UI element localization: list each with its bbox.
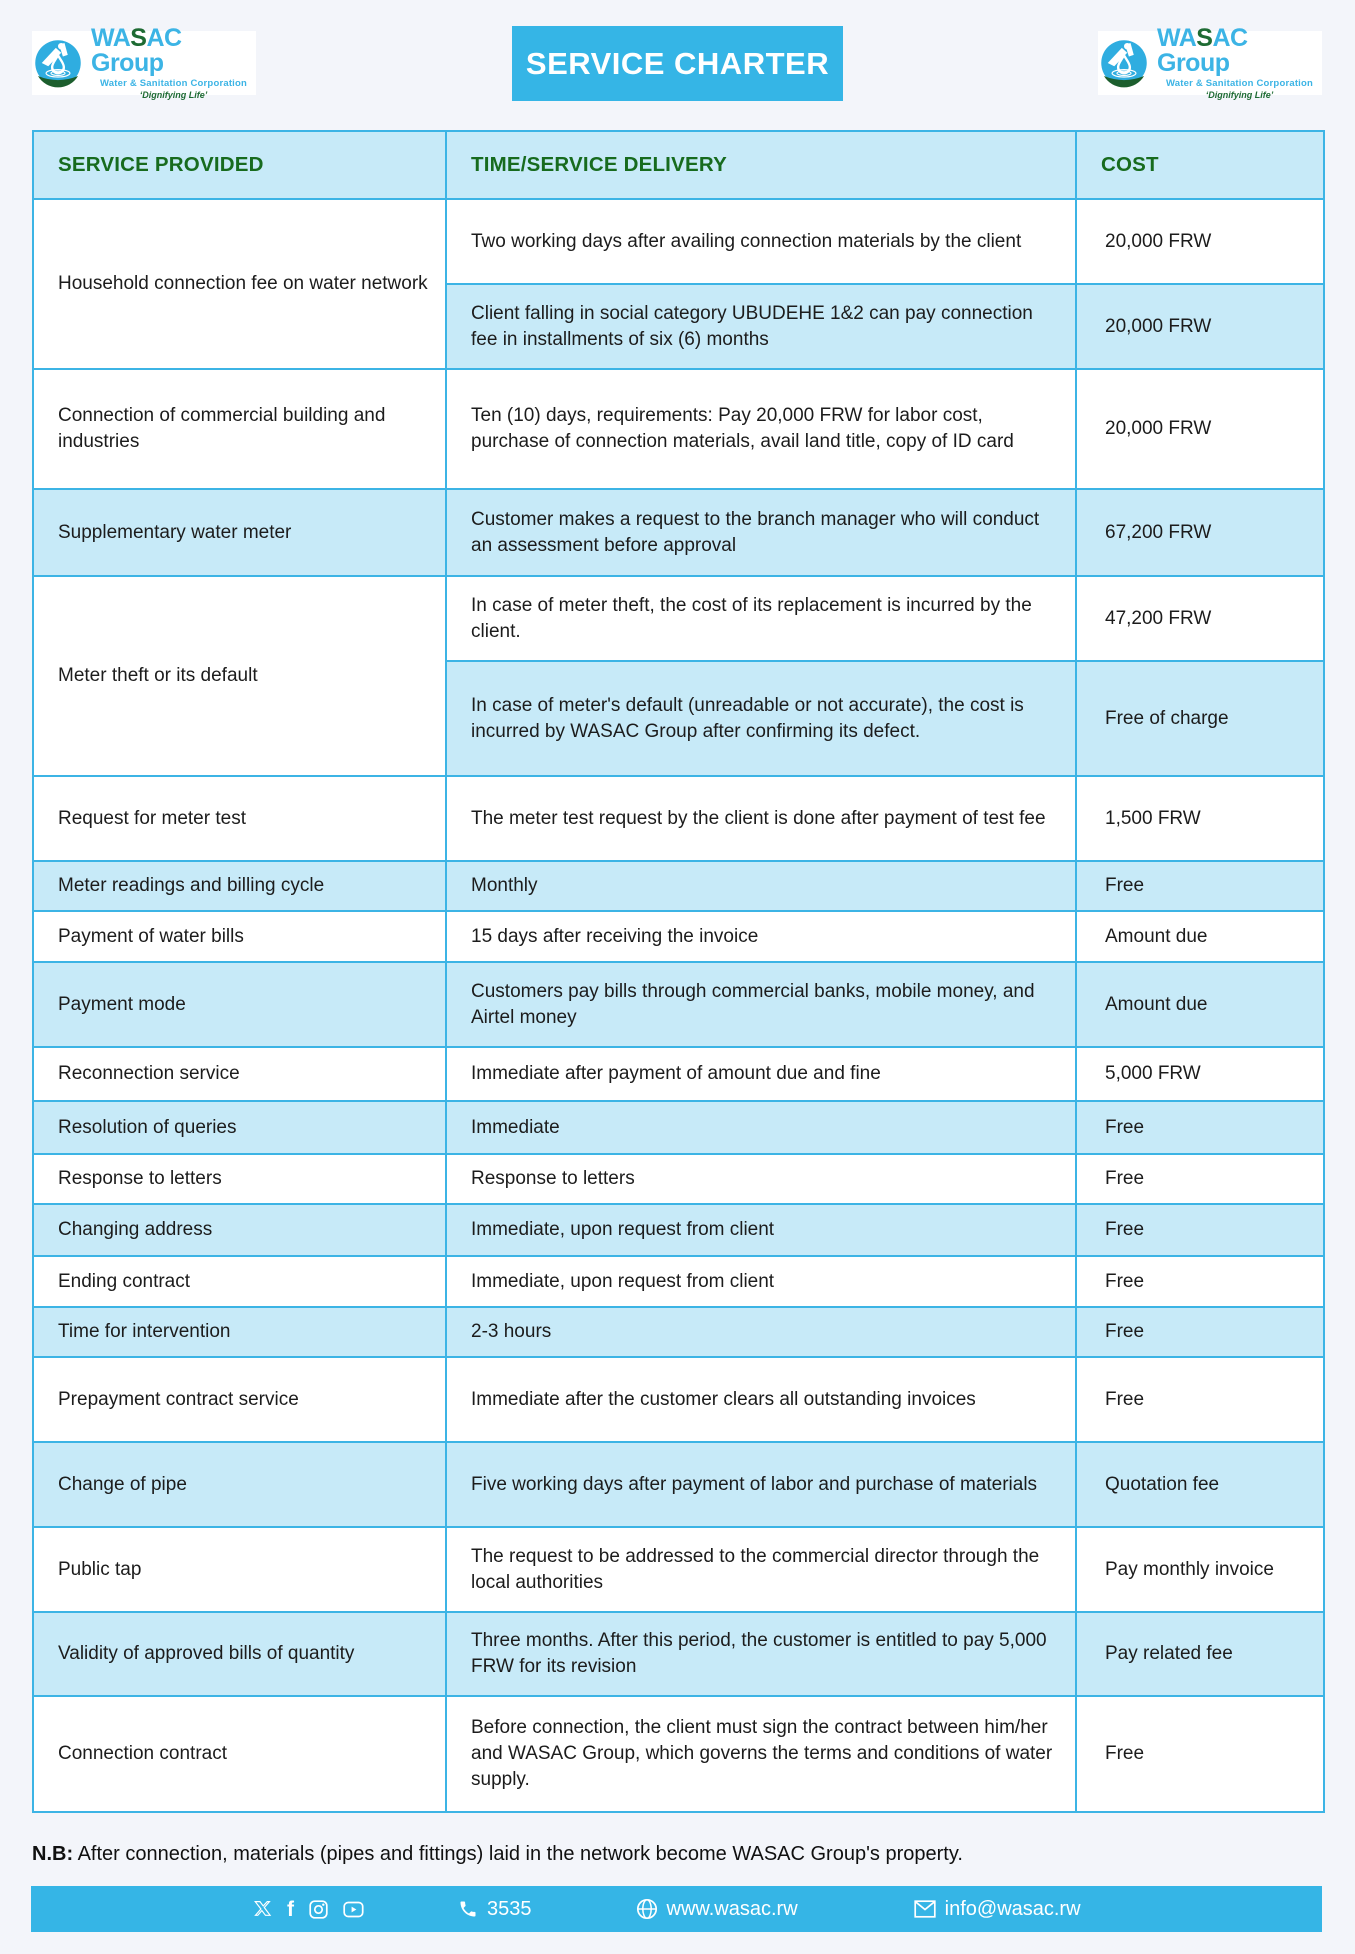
table-cell-cost: Free [1076,1256,1324,1307]
table-cell-service: Household connection fee on water network [33,199,446,369]
table-cell-cost: 20,000 FRW [1076,369,1324,489]
table-cell-cost: Free [1076,1204,1324,1256]
table-cell-delivery: Five working days after payment of labor and purchase of materials [446,1442,1076,1527]
table-cell-delivery: Immediate after payment of amount due and fine [446,1047,1076,1101]
table-cell-delivery: Immediate, upon request from client [446,1204,1076,1256]
table-cell-cost: Free [1076,861,1324,911]
nb-note [32,1843,1355,1866]
table-cell-service: Request for meter test [33,776,446,861]
table-row [33,1442,1324,1527]
table-cell-cost: Free [1076,1307,1324,1357]
table-row [33,1204,1324,1256]
table-row [33,1101,1324,1154]
globe-icon [636,1898,658,1920]
table-header-row [33,131,1324,199]
table-cell-delivery: Immediate, upon request from client [446,1256,1076,1307]
title-banner [512,26,843,101]
table-row [33,962,1324,1047]
table-cell-delivery: Immediate [446,1101,1076,1154]
table-cell-cost: 67,200 FRW [1076,489,1324,576]
table-row [33,1612,1324,1696]
table-row [33,369,1324,489]
phone-number: 3535 [487,1897,532,1920]
table-cell-cost: Free [1076,1357,1324,1442]
wasac-logo-icon [1098,37,1150,89]
table-row [33,1154,1324,1204]
logo-subtitle: Water & Sanitation Corporation [1165,77,1314,89]
nb-text: After connection, materials (pipes and fittings) laid in the network become WASAC Group's property. [73,1843,963,1865]
table-cell-cost: Quotation fee [1076,1442,1324,1527]
table-cell-delivery: The request to be addressed to the commercial director through the local authorities [446,1527,1076,1612]
table-row [33,1696,1324,1812]
social-icons [253,1899,364,1920]
table-cell-delivery: In case of meter theft, the cost of its replacement is incurred by the client. [446,576,1076,661]
table-row [33,1047,1324,1101]
column-header-delivery: TIME/SERVICE DELIVERY [446,131,1076,199]
table-cell-cost: Free [1076,1154,1324,1204]
table-cell-delivery: 2-3 hours [446,1307,1076,1357]
table-row [33,576,1324,661]
page-title: SERVICE CHARTER [525,45,830,81]
logo-subtitle: Water & Sanitation Corporation [99,77,248,89]
table-cell-delivery: 15 days after receiving the invoice [446,911,1076,962]
table-cell-service: Supplementary water meter [33,489,446,576]
table-cell-delivery: Immediate after the customer clears all outstanding invoices [446,1357,1076,1442]
table-cell-cost: Pay related fee [1076,1612,1324,1696]
website-link[interactable] [636,1898,798,1921]
phone-icon [458,1899,478,1919]
table-cell-delivery: Customer makes a request to the branch manager who will conduct an assessment before approval [446,489,1076,576]
table-cell-service: Connection contract [33,1696,446,1812]
wasac-logo [32,23,256,101]
table-cell-delivery: The meter test request by the client is done after payment of test fee [446,776,1076,861]
table-row [33,861,1324,911]
youtube-icon[interactable] [343,1900,364,1919]
table-cell-delivery: Monthly [446,861,1076,911]
envelope-icon [914,1900,936,1918]
table-cell-delivery: Ten (10) days, requirements: Pay 20,000 FRW for labor cost, purchase of connection materials, avail land title, copy of ID card [446,369,1076,489]
table-cell-service: Payment mode [33,962,446,1047]
wasac-logo-icon [32,37,84,89]
table-cell-delivery: Customers pay bills through commercial banks, mobile money, and Airtel money [446,962,1076,1047]
table-row [33,911,1324,962]
table-cell-cost: Free [1076,1696,1324,1812]
logo-tagline: ‘Dignifying Life’ [139,90,208,101]
instagram-icon[interactable] [309,1900,328,1919]
table-cell-delivery: Two working days after availing connection materials by the client [446,199,1076,284]
table-cell-cost: Amount due [1076,911,1324,962]
table-cell-cost: Pay monthly invoice [1076,1527,1324,1612]
table-cell-cost: 1,500 FRW [1076,776,1324,861]
table-row [33,489,1324,576]
table-row [33,1307,1324,1357]
facebook-icon[interactable]: f [287,1897,294,1921]
table-cell-service: Response to letters [33,1154,446,1204]
logo-name: WASAC Group [91,23,182,77]
table-cell-cost: Amount due [1076,962,1324,1047]
service-charter-table [32,130,1325,1813]
table-cell-service: Prepayment contract service [33,1357,446,1442]
table-cell-service: Change of pipe [33,1442,446,1527]
website-url: www.wasac.rw [666,1897,798,1920]
table-cell-service: Ending contract [33,1256,446,1307]
nb-label: N.B: [32,1843,74,1865]
table-cell-service: Validity of approved bills of quantity [33,1612,446,1696]
table-cell-cost: 5,000 FRW [1076,1047,1324,1101]
table-cell-cost: 20,000 FRW [1076,199,1324,284]
column-header-cost: COST [1076,131,1324,199]
table-cell-cost: Free [1076,1101,1324,1154]
table-row [33,1357,1324,1442]
table-row [33,1527,1324,1612]
footer-bar [31,1886,1322,1932]
table-cell-delivery: Before connection, the client must sign the contract between him/her and WASAC Group, which governs the terms and conditions of water supply. [446,1696,1076,1812]
table-cell-service: Resolution of queries [33,1101,446,1154]
table-cell-service: Time for intervention [33,1307,446,1357]
table-cell-delivery: Three months. After this period, the customer is entitled to pay 5,000 FRW for its revision [446,1612,1076,1696]
table-cell-cost: 47,200 FRW [1076,576,1324,661]
table-cell-delivery: Response to letters [446,1154,1076,1204]
table-row [33,776,1324,861]
table-cell-service: Meter readings and billing cycle [33,861,446,911]
table-cell-cost: Free of charge [1076,661,1324,776]
table-row [33,1256,1324,1307]
table-cell-service: Meter theft or its default [33,576,446,776]
table-cell-delivery: In case of meter's default (unreadable or not accurate), the cost is incurred by WASAC Group after confirming its defect. [446,661,1076,776]
email-address: info@wasac.rw [944,1897,1081,1920]
table-cell-service: Reconnection service [33,1047,446,1101]
table-row [33,199,1324,284]
wasac-logo [1098,23,1322,101]
table-cell-service: Changing address [33,1204,446,1256]
logo-tagline: ‘Dignifying Life’ [1205,90,1274,101]
table-cell-cost: 20,000 FRW [1076,284,1324,369]
email-link[interactable] [914,1898,1081,1921]
logo-name: WASAC Group [1157,23,1248,77]
column-header-service: SERVICE PROVIDED [33,131,446,199]
table-cell-service: Payment of water bills [33,911,446,962]
phone-contact[interactable] [458,1898,532,1921]
page-header [0,0,1355,130]
x-twitter-icon[interactable] [253,1900,272,1918]
table-cell-service: Connection of commercial building and industries [33,369,446,489]
table-cell-service: Public tap [33,1527,446,1612]
table-cell-delivery: Client falling in social category UBUDEHE 1&2 can pay connection fee in installments of six (6) months [446,284,1076,369]
